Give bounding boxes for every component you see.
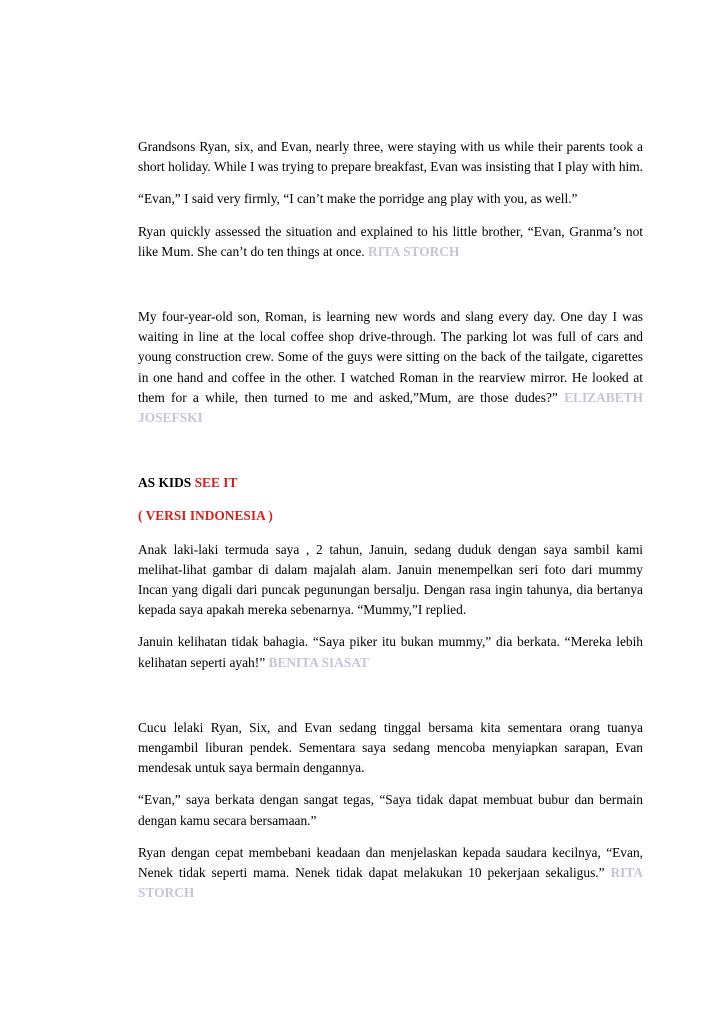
paragraph-ryan-menjelaskan	[138, 843, 643, 904]
paragraph-text: Grandsons Ryan, six, and Evan, nearly three, were staying with us while their parents took a short holiday. While I was trying to prepare breakfast, Evan was insisting that I play with him.	[138, 139, 644, 175]
heading-red-text: SEE IT	[194, 475, 238, 491]
heading-black-text: AS KIDS	[138, 475, 192, 491]
paragraph-cucu	[138, 718, 643, 779]
author-credit: ELIZABETH JOSEFSKI	[138, 389, 643, 426]
paragraph-text: Januin kelihatan tidak bahagia. “Saya piker itu bukan mummy,” dia berkata. “Mereka lebih kelihatan seperti ayah!”	[138, 634, 643, 670]
paragraph-text: “Evan,” I said very firmly, “I can’t make the porridge ang play with you, as well.”	[138, 191, 578, 207]
paragraph-text: Ryan dengan cepat membebani keadaan dan menjelaskan kepada saudara kecilnya, “Evan, Nenek tidak seperti mama. Nenek tidak dapat melakukan 10 pekerjaan sekaligus.”	[138, 844, 643, 881]
author-credit: RITA STORCH	[367, 243, 460, 259]
paragraph-text: Anak laki-laki termuda saya , 2 tahun, Januin, sedang duduk dengan saya sambil kami melihat-lihat gambar di dalam majalah alam. Januin menempelkan seri foto dari mummy Incan yang digali dari puncak pegunungan bersalju. Dengan rasa ingin tahunya, dia bertanya kepada saya apakah mereka sebenarnya. “Mummy,”I replied.	[138, 541, 643, 618]
paragraph-text: Cucu lelaki Ryan, Six, and Evan sedang tinggal bersama kita sementara orang tuanya mengambil liburan pendek. Sementara saya sedang mencoba menyiapkan sarapan, Evan mendesak untuk saya bermain dengannya.	[138, 719, 643, 776]
document-page	[138, 137, 643, 903]
paragraph-grandsons	[138, 137, 643, 177]
paragraph-evan-quote	[138, 189, 643, 209]
section-subheading: ( VERSI INDONESIA )	[138, 508, 273, 524]
section-heading	[138, 473, 643, 493]
paragraph-text: My four-year-old son, Roman, is learning new words and slang every day. One day I was waiting in line at the local coffee shop drive-through. The parking lot was full of cars and young construction crew. Some of the guys were sitting on the back of the tailgate, cigarettes in one hand and coffee in the other. I watched Roman in the rearview mirror. He looked at them for a while, then turned to me and asked,”Mum, are those dudes?”	[138, 309, 643, 405]
paragraph-januin	[138, 540, 643, 621]
paragraph-roman	[138, 307, 643, 428]
author-credit: RITA STORCH	[138, 865, 644, 901]
paragraph-text: “Evan,” saya berkata dengan sangat tegas, “Saya tidak dapat membuat bubur dan bermain dengan kamu secara bersamaan.”	[138, 792, 643, 828]
paragraph-text: Ryan quickly assessed the situation and explained to his little brother, “Evan, Granma’s not like Mum. She can’t do ten things at once.	[138, 223, 643, 259]
author-credit: BENITA SIASAT	[268, 654, 369, 670]
paragraph-ryan-explains	[138, 222, 643, 262]
paragraph-evan-tegas	[138, 790, 643, 830]
paragraph-januin-unhappy	[138, 632, 643, 672]
